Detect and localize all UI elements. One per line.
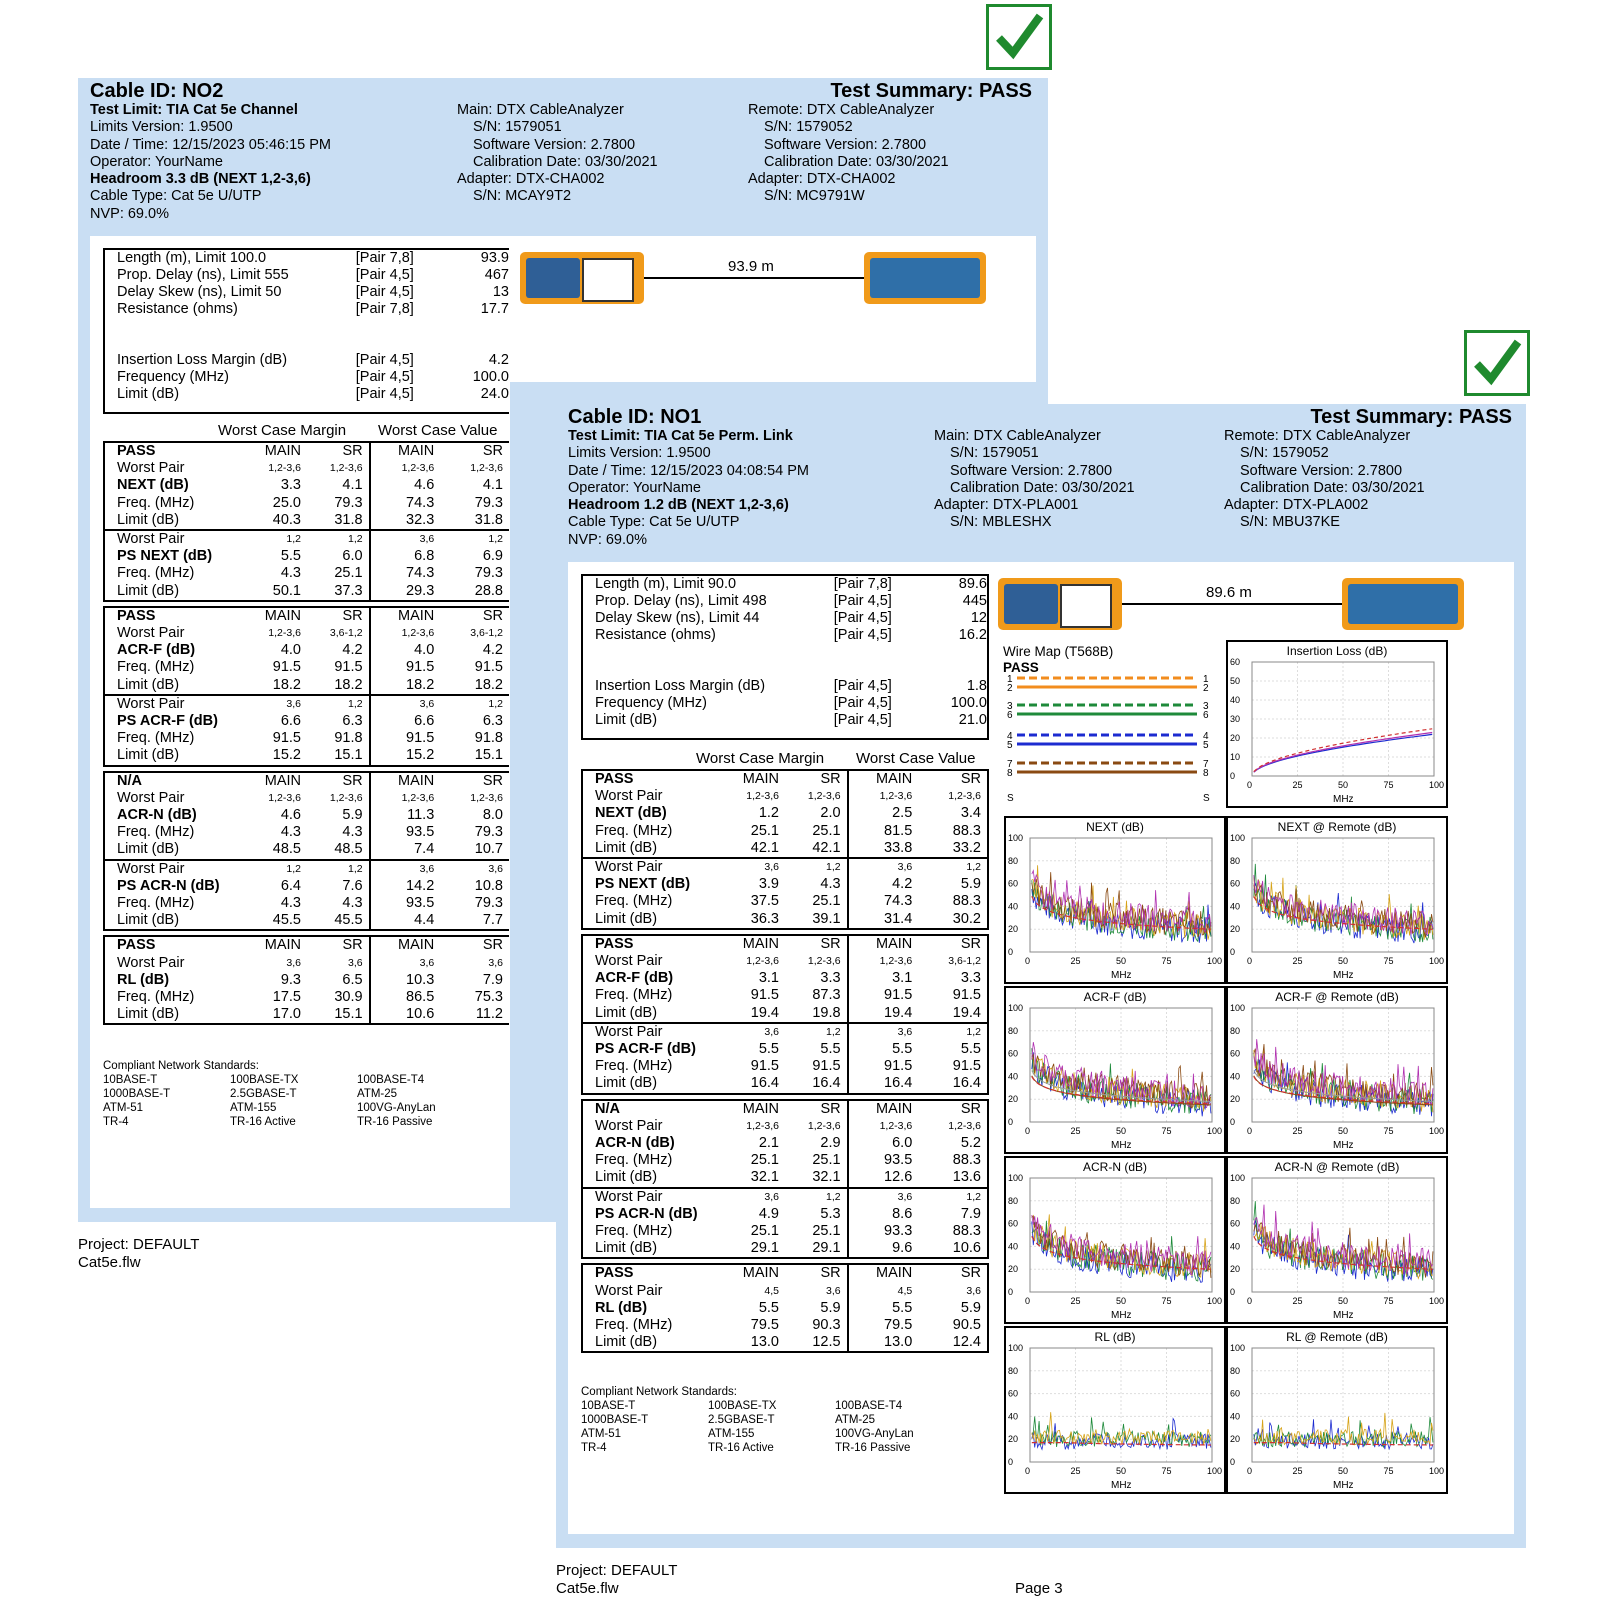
results-block: PASS MAIN SR MAIN SR Worst Pair 4,5 3,6 4,5 3,6 RL (dB) 5.5 5.9 5.5 5.9 Freq. (MHz) 79.5 90.3 79.5 90.5 Limit (dB) 13.0 12.5 13.0 12.4 xyxy=(581,1263,989,1353)
summary-row: Resistance (ohms) [Pair 7,8] 17.7 xyxy=(117,301,509,317)
y-tick-label: 40 xyxy=(1230,1241,1241,1252)
x-tick-label: 100 xyxy=(1207,1466,1223,1476)
standard-item: 100BASE-T4 xyxy=(357,1074,425,1086)
pin-label: 5 xyxy=(1007,740,1013,751)
graph-title: Insertion Loss (dB) xyxy=(1286,644,1388,658)
summary-row: Limit (dB) [Pair 4,5] 21.0 xyxy=(595,712,987,728)
y-tick-label: 20 xyxy=(1008,1434,1019,1445)
x-tick-label: 25 xyxy=(1070,956,1081,966)
x-tick-label: 100 xyxy=(1429,780,1445,790)
graph-acr-n-db xyxy=(1004,1156,1226,1324)
main-tester-image xyxy=(998,578,1122,630)
standard-item: 10BASE-T xyxy=(581,1400,636,1412)
x-tick-label: 25 xyxy=(1292,1466,1303,1476)
standard-item: TR-4 xyxy=(581,1442,607,1454)
x-tick-label: 100 xyxy=(1429,1126,1445,1136)
y-tick-label: 20 xyxy=(1230,733,1241,743)
x-tick-label: 75 xyxy=(1383,1296,1394,1306)
results-block: N/A MAIN SR MAIN SR Worst Pair 1,2-3,6 1,2-3,6 1,2-3,6 1,2-3,6 ACR-N (dB) 2.1 2.9 6.0 5.2 Freq. (MHz) 25.1 25.1 93.5 88.3 Limit (dB) 32.1 32.1 12.6 13.6 Worst Pair 3,6 1,2 3,6 1,2 PS ACR-N (dB) 4.9 5.3 8.6 7.9 Freq. (MHz) 25.1 25.1 93.3 88.3 Limit (dB) 29.1 29.1 9.6 10.6 xyxy=(581,1099,989,1260)
y-tick-label: 20 xyxy=(1008,924,1019,935)
standard-item: ATM-25 xyxy=(357,1088,398,1100)
graph-rl-remote-db xyxy=(1226,1326,1448,1494)
y-tick-label: 60 xyxy=(1230,1048,1241,1059)
y-tick-label: 0 xyxy=(1008,1117,1014,1127)
remote-unit-info: Remote: DTX CableAnalyzer S/N: 1579052 Software Version: 2.7800 Calibration Date: 03/30/2021 Adapter: DTX-PLA002 S/N: MBU37KE xyxy=(1224,428,1425,531)
graph-title: NEXT @ Remote (dB) xyxy=(1277,820,1397,834)
summary-box xyxy=(581,574,989,740)
standard-item: TR-16 Passive xyxy=(835,1442,911,1454)
x-tick-label: 0 xyxy=(1025,1126,1031,1136)
summary-row: Delay Skew (ns), Limit 44 [Pair 4,5] 12 xyxy=(595,610,987,626)
x-tick-label: 75 xyxy=(1383,1126,1394,1136)
pin-label: 8 xyxy=(1007,768,1013,779)
x-tick-label: 75 xyxy=(1383,1466,1394,1476)
y-tick-label: 0 xyxy=(1230,1117,1236,1127)
y-tick-label: 100 xyxy=(1008,1343,1024,1353)
pass-checkmark-icon xyxy=(1464,330,1530,396)
pin-label: 5 xyxy=(1203,740,1209,751)
pin-label: 1 xyxy=(1007,674,1013,685)
summary-row xyxy=(105,318,509,335)
standard-item: 1000BASE-T xyxy=(103,1088,171,1100)
test-summary: Test Summary: PASS xyxy=(830,80,1032,102)
wire-map-title: Wire Map (T568B) xyxy=(1003,644,1114,659)
remote-tester-image xyxy=(864,252,986,304)
x-tick-label: 75 xyxy=(1383,956,1394,966)
pin-label: 1 xyxy=(1203,674,1209,685)
pin-label: 3 xyxy=(1203,701,1209,712)
pin-label: 6 xyxy=(1203,710,1209,721)
graph-insertion-loss-db xyxy=(1226,640,1448,808)
summary-row: Resistance (ohms) [Pair 4,5] 16.2 xyxy=(595,627,987,643)
summary-row: Delay Skew (ns), Limit 50 [Pair 4,5] 13 xyxy=(117,284,509,300)
y-tick-label: 80 xyxy=(1008,1195,1019,1206)
x-tick-label: 75 xyxy=(1161,956,1172,966)
x-tick-label: 25 xyxy=(1292,780,1303,790)
x-tick-label: 0 xyxy=(1025,1466,1031,1476)
x-tick-label: 0 xyxy=(1247,1296,1253,1306)
worst-case-margin-heading: Worst Case Margin xyxy=(696,750,825,767)
x-tick-label: 75 xyxy=(1383,780,1394,790)
y-tick-label: 60 xyxy=(1230,657,1241,667)
summary-row: Insertion Loss Margin (dB) [Pair 4,5] 4.2 xyxy=(117,352,509,368)
x-tick-label: 100 xyxy=(1429,1296,1445,1306)
y-tick-label: 100 xyxy=(1008,833,1024,843)
y-tick-label: 80 xyxy=(1008,1025,1019,1036)
y-tick-label: 0 xyxy=(1008,947,1014,957)
y-tick-label: 0 xyxy=(1230,771,1236,781)
y-tick-label: 50 xyxy=(1230,676,1241,686)
standard-item: 2.5GBASE-T xyxy=(230,1088,297,1100)
pin-label: 6 xyxy=(1007,710,1013,721)
standard-item: 100BASE-TX xyxy=(708,1400,777,1412)
x-tick-label: 75 xyxy=(1161,1126,1172,1136)
y-tick-label: 40 xyxy=(1008,1411,1019,1422)
y-tick-label: 60 xyxy=(1230,1218,1241,1229)
y-tick-label: 20 xyxy=(1230,1094,1241,1105)
pin-label: 8 xyxy=(1203,768,1209,779)
x-tick-label: 0 xyxy=(1025,1296,1031,1306)
x-tick-label: 50 xyxy=(1116,1126,1127,1136)
standard-item: 100BASE-T4 xyxy=(835,1400,903,1412)
project-footer: Project: DEFAULT Cat5e.flw xyxy=(556,1562,678,1597)
x-axis-label: MHz xyxy=(1333,1480,1354,1491)
x-tick-label: 0 xyxy=(1247,956,1253,966)
x-tick-label: 25 xyxy=(1292,1296,1303,1306)
x-tick-label: 25 xyxy=(1070,1296,1081,1306)
standard-item: 100VG-AnyLan xyxy=(835,1428,914,1440)
y-tick-label: 20 xyxy=(1230,924,1241,935)
summary-row xyxy=(105,335,509,352)
summary-row: Frequency (MHz) [Pair 4,5] 100.0 xyxy=(595,695,987,711)
summary-row: Insertion Loss Margin (dB) [Pair 4,5] 1.8 xyxy=(595,678,987,694)
standard-item: ATM-51 xyxy=(581,1428,622,1440)
graph-next-remote-db xyxy=(1226,816,1448,984)
pin-label: 2 xyxy=(1203,683,1209,694)
remote-tester-image xyxy=(1342,578,1464,630)
summary-row: Prop. Delay (ns), Limit 555 [Pair 4,5] 467 xyxy=(117,267,509,283)
test-info: Test Limit: TIA Cat 5e Perm. Link Limits Version: 1.9500 Date / Time: 12/15/2023 04:08:54 PM Operator: YourName Headroom 1.2 dB (NEXT 1,2-3,6) Cable Type: Cat 5e U/UTP NVP: 69.0% xyxy=(568,428,810,548)
y-tick-label: 100 xyxy=(1008,1173,1024,1183)
pin-label: 7 xyxy=(1007,759,1013,770)
x-tick-label: 25 xyxy=(1070,1126,1081,1136)
wire-map xyxy=(1003,644,1209,816)
y-tick-label: 10 xyxy=(1230,752,1241,762)
summary-row: Length (m), Limit 90.0 [Pair 7,8] 89.6 xyxy=(595,576,987,592)
compliant-standards: Compliant Network Standards: 10BASE-T 100BASE-TX 100BASE-T4 1000BASE-T 2.5GBASE-T ATM-25 ATM-51 ATM-155 100VG-AnyLan TR-4 TR-16 Active TR-16 Passive xyxy=(581,1385,962,1455)
summary-row: Limit (dB) [Pair 4,5] 24.0 xyxy=(117,386,509,402)
y-tick-label: 60 xyxy=(1230,1388,1241,1399)
x-tick-label: 25 xyxy=(1292,1126,1303,1136)
graph-rl-db xyxy=(1004,1326,1226,1494)
main-unit-info: Main: DTX CableAnalyzer S/N: 1579051 Software Version: 2.7800 Calibration Date: 03/30/2021 Adapter: DTX-PLA001 S/N: MBLESHX xyxy=(934,428,1135,531)
results-block: PASS MAIN SR MAIN SR Worst Pair 1,2-3,6 1,2-3,6 1,2-3,6 1,2-3,6 NEXT (dB) 1.2 2.0 2.5 3.4 Freq. (MHz) 25.1 25.1 81.5 88.3 Limit (dB) 42.1 42.1 33.8 33.2 Worst Pair 3,6 1,2 3,6 1,2 PS NEXT (dB) 3.9 4.3 4.2 5.9 Freq. (MHz) 37.5 25.1 74.3 88.3 Limit (dB) 36.3 39.1 31.4 30.2 xyxy=(581,769,989,930)
x-axis-label: MHz xyxy=(1333,1310,1354,1321)
graph-title: ACR-F (dB) xyxy=(1083,990,1147,1004)
x-tick-label: 0 xyxy=(1247,1466,1253,1476)
y-tick-label: 40 xyxy=(1230,901,1241,912)
standard-item: ATM-25 xyxy=(835,1414,876,1426)
worst-case-margin-heading: Worst Case Margin xyxy=(218,422,347,439)
y-tick-label: 100 xyxy=(1008,1003,1024,1013)
y-tick-label: 40 xyxy=(1008,1241,1019,1252)
y-tick-label: 40 xyxy=(1230,1411,1241,1422)
project-footer: Project: DEFAULT Cat5e.flw xyxy=(78,1236,200,1271)
y-tick-label: 80 xyxy=(1008,855,1019,866)
results-block: PASS MAIN SR MAIN SR Worst Pair 3,6 3,6 3,6 3,6 RL (dB) 9.3 6.5 10.3 7.9 Freq. (MHz) 17.5 30.9 86.5 75.3 Limit (dB) 17.0 15.1 10.6 11.2 xyxy=(103,935,509,1025)
x-tick-label: 75 xyxy=(1161,1466,1172,1476)
standard-item: ATM-51 xyxy=(103,1102,144,1114)
y-tick-label: 60 xyxy=(1008,1388,1019,1399)
main-tester-image xyxy=(520,252,644,304)
y-tick-label: 80 xyxy=(1230,1025,1241,1036)
y-tick-label: 60 xyxy=(1008,878,1019,889)
worst-case-value-heading: Worst Case Value xyxy=(856,750,976,767)
graph-title: NEXT (dB) xyxy=(1086,820,1144,834)
pin-label: 4 xyxy=(1007,731,1013,742)
summary-row xyxy=(583,661,987,678)
standard-item: TR-16 Active xyxy=(708,1442,774,1454)
cable-length-label: 89.6 m xyxy=(1206,584,1252,601)
y-tick-label: 30 xyxy=(1230,714,1241,724)
summary-row: Prop. Delay (ns), Limit 498 [Pair 4,5] 445 xyxy=(595,593,987,609)
y-tick-label: 100 xyxy=(1230,1343,1246,1353)
results-block: PASS MAIN SR MAIN SR Worst Pair 1,2-3,6 1,2-3,6 1,2-3,6 1,2-3,6 NEXT (dB) 3.3 4.1 4.6 4.1 Freq. (MHz) 25.0 79.3 74.3 79.3 Limit (dB) 40.3 31.8 32.3 31.8 Worst Pair 1,2 1,2 3,6 1,2 PS NEXT (dB) 5.5 6.0 6.8 6.9 Freq. (MHz) 4.3 25.1 74.3 79.3 Limit (dB) 50.1 37.3 29.3 28.8 xyxy=(103,441,509,602)
summary-row xyxy=(583,644,987,661)
pin-label: S xyxy=(1007,793,1014,804)
x-tick-label: 75 xyxy=(1161,1296,1172,1306)
x-axis-label: MHz xyxy=(1333,1140,1354,1151)
y-tick-label: 80 xyxy=(1230,1365,1241,1376)
graph-title: RL @ Remote (dB) xyxy=(1286,1330,1388,1344)
cable-id: Cable ID: NO2 xyxy=(90,80,224,102)
standard-item: 1000BASE-T xyxy=(581,1414,649,1426)
pin-label: S xyxy=(1203,793,1210,804)
x-axis-label: MHz xyxy=(1333,970,1354,981)
x-tick-label: 100 xyxy=(1207,1126,1223,1136)
y-tick-label: 100 xyxy=(1230,1003,1246,1013)
remote-unit-info: Remote: DTX CableAnalyzer S/N: 1579052 Software Version: 2.7800 Calibration Date: 03/30/2021 Adapter: DTX-CHA002 S/N: MC9791W xyxy=(748,102,949,205)
y-tick-label: 0 xyxy=(1008,1457,1014,1467)
pin-label: 7 xyxy=(1203,759,1209,770)
x-tick-label: 50 xyxy=(1338,956,1349,966)
x-tick-label: 50 xyxy=(1116,1296,1127,1306)
x-tick-label: 50 xyxy=(1338,1126,1349,1136)
pass-checkmark-icon xyxy=(986,4,1052,70)
graph-title: ACR-F @ Remote (dB) xyxy=(1275,990,1399,1004)
worst-case-value-heading: Worst Case Value xyxy=(378,422,498,439)
results-block: PASS MAIN SR MAIN SR Worst Pair 1,2-3,6 1,2-3,6 1,2-3,6 3,6-1,2 ACR-F (dB) 3.1 3.3 3.1 3.3 Freq. (MHz) 91.5 87.3 91.5 91.5 Limit (dB) 19.4 19.8 19.4 19.4 Worst Pair 3,6 1,2 3,6 1,2 PS ACR-F (dB) 5.5 5.5 5.5 5.5 Freq. (MHz) 91.5 91.5 91.5 91.5 Limit (dB) 16.4 16.4 16.4 16.4 xyxy=(581,934,989,1095)
graph-next-db xyxy=(1004,816,1226,984)
cable-id: Cable ID: NO1 xyxy=(568,406,702,428)
x-tick-label: 0 xyxy=(1025,956,1031,966)
x-tick-label: 100 xyxy=(1207,1296,1223,1306)
x-tick-label: 100 xyxy=(1429,1466,1445,1476)
graph-acr-f-db xyxy=(1004,986,1226,1154)
main-unit-info: Main: DTX CableAnalyzer S/N: 1579051 Software Version: 2.7800 Calibration Date: 03/30/2021 Adapter: DTX-CHA002 S/N: MCAY9T2 xyxy=(457,102,658,205)
y-tick-label: 80 xyxy=(1230,1195,1241,1206)
y-tick-label: 60 xyxy=(1008,1218,1019,1229)
standard-item: TR-4 xyxy=(103,1116,129,1128)
y-tick-label: 100 xyxy=(1230,1173,1246,1183)
pin-label: 4 xyxy=(1203,731,1209,742)
standard-item: ATM-155 xyxy=(230,1102,277,1114)
y-tick-label: 40 xyxy=(1008,1071,1019,1082)
test-summary: Test Summary: PASS xyxy=(1310,406,1512,428)
wire-map-status: PASS xyxy=(1003,660,1039,675)
y-tick-label: 20 xyxy=(1230,1264,1241,1275)
x-axis-label: MHz xyxy=(1111,1310,1132,1321)
y-tick-label: 0 xyxy=(1230,1457,1236,1467)
standard-item: ATM-155 xyxy=(708,1428,755,1440)
x-tick-label: 50 xyxy=(1338,1296,1349,1306)
y-tick-label: 40 xyxy=(1230,1071,1241,1082)
summary-box xyxy=(103,248,509,414)
y-tick-label: 80 xyxy=(1230,855,1241,866)
y-tick-label: 60 xyxy=(1008,1048,1019,1059)
y-tick-label: 20 xyxy=(1008,1094,1019,1105)
graph-acr-n-remote-db xyxy=(1226,1156,1448,1324)
cable-length-label: 93.9 m xyxy=(728,258,774,275)
y-tick-label: 20 xyxy=(1008,1264,1019,1275)
test-info: Test Limit: TIA Cat 5e Channel Limits Version: 1.9500 Date / Time: 12/15/2023 05:46:15 PM Operator: YourName Headroom 3.3 dB (NEXT 1,2-3,6) Cable Type: Cat 5e U/UTP NVP: 69.0% xyxy=(90,102,332,222)
x-tick-label: 100 xyxy=(1429,956,1445,966)
graph-title: ACR-N (dB) xyxy=(1082,1160,1147,1174)
y-tick-label: 20 xyxy=(1230,1434,1241,1445)
standard-item: TR-16 Active xyxy=(230,1116,296,1128)
y-tick-label: 80 xyxy=(1008,1365,1019,1376)
x-tick-label: 25 xyxy=(1070,1466,1081,1476)
graph-title: ACR-N @ Remote (dB) xyxy=(1274,1160,1400,1174)
standard-item: 100VG-AnyLan xyxy=(357,1102,436,1114)
x-tick-label: 25 xyxy=(1292,956,1303,966)
summary-row: Frequency (MHz) [Pair 4,5] 100.0 xyxy=(117,369,509,385)
x-tick-label: 50 xyxy=(1338,780,1349,790)
x-axis-label: MHz xyxy=(1111,1140,1132,1151)
results-block: PASS MAIN SR MAIN SR Worst Pair 1,2-3,6 3,6-1,2 1,2-3,6 3,6-1,2 ACR-F (dB) 4.0 4.2 4.0 4.2 Freq. (MHz) 91.5 91.5 91.5 91.5 Limit (dB) 18.2 18.2 18.2 18.2 Worst Pair 3,6 1,2 3,6 1,2 PS ACR-F (dB) 6.6 6.3 6.6 6.3 Freq. (MHz) 91.5 91.8 91.5 91.8 Limit (dB) 15.2 15.1 15.2 15.1 xyxy=(103,606,509,767)
standard-item: TR-16 Passive xyxy=(357,1116,433,1128)
y-tick-label: 0 xyxy=(1008,1287,1014,1297)
x-tick-label: 100 xyxy=(1207,956,1223,966)
standard-item: 10BASE-T xyxy=(103,1074,158,1086)
compliant-standards: Compliant Network Standards: 10BASE-T 100BASE-TX 100BASE-T4 1000BASE-T 2.5GBASE-T ATM-25 ATM-51 ATM-155 100VG-AnyLan TR-4 TR-16 Active TR-16 Passive xyxy=(103,1059,484,1129)
x-axis-label: MHz xyxy=(1333,794,1354,805)
x-axis-label: MHz xyxy=(1111,1480,1132,1491)
summary-row: Length (m), Limit 100.0 [Pair 7,8] 93.9 xyxy=(117,250,509,266)
x-tick-label: 0 xyxy=(1247,1126,1253,1136)
results-block: N/A MAIN SR MAIN SR Worst Pair 1,2-3,6 1,2-3,6 1,2-3,6 1,2-3,6 ACR-N (dB) 4.6 5.9 11.3 8.0 Freq. (MHz) 4.3 4.3 93.5 79.3 Limit (dB) 48.5 48.5 7.4 10.7 Worst Pair 1,2 1,2 3,6 3,6 PS ACR-N (dB) 6.4 7.6 14.2 10.8 Freq. (MHz) 4.3 4.3 93.5 79.3 Limit (dB) 45.5 45.5 4.4 7.7 xyxy=(103,771,509,932)
y-tick-label: 0 xyxy=(1230,947,1236,957)
page-number: Page 3 xyxy=(1015,1580,1063,1597)
y-tick-label: 0 xyxy=(1230,1287,1236,1297)
y-tick-label: 40 xyxy=(1230,695,1241,705)
pin-label: 3 xyxy=(1007,701,1013,712)
x-tick-label: 50 xyxy=(1338,1466,1349,1476)
y-tick-label: 100 xyxy=(1230,833,1246,843)
pin-label: 2 xyxy=(1007,683,1013,694)
x-tick-label: 50 xyxy=(1116,1466,1127,1476)
standard-item: 2.5GBASE-T xyxy=(708,1414,775,1426)
graph-title: RL (dB) xyxy=(1094,1330,1136,1344)
x-tick-label: 50 xyxy=(1116,956,1127,966)
y-tick-label: 60 xyxy=(1230,878,1241,889)
x-tick-label: 0 xyxy=(1247,780,1253,790)
x-axis-label: MHz xyxy=(1111,970,1132,981)
graph-acr-f-remote-db xyxy=(1226,986,1448,1154)
y-tick-label: 40 xyxy=(1008,901,1019,912)
standard-item: 100BASE-TX xyxy=(230,1074,299,1086)
